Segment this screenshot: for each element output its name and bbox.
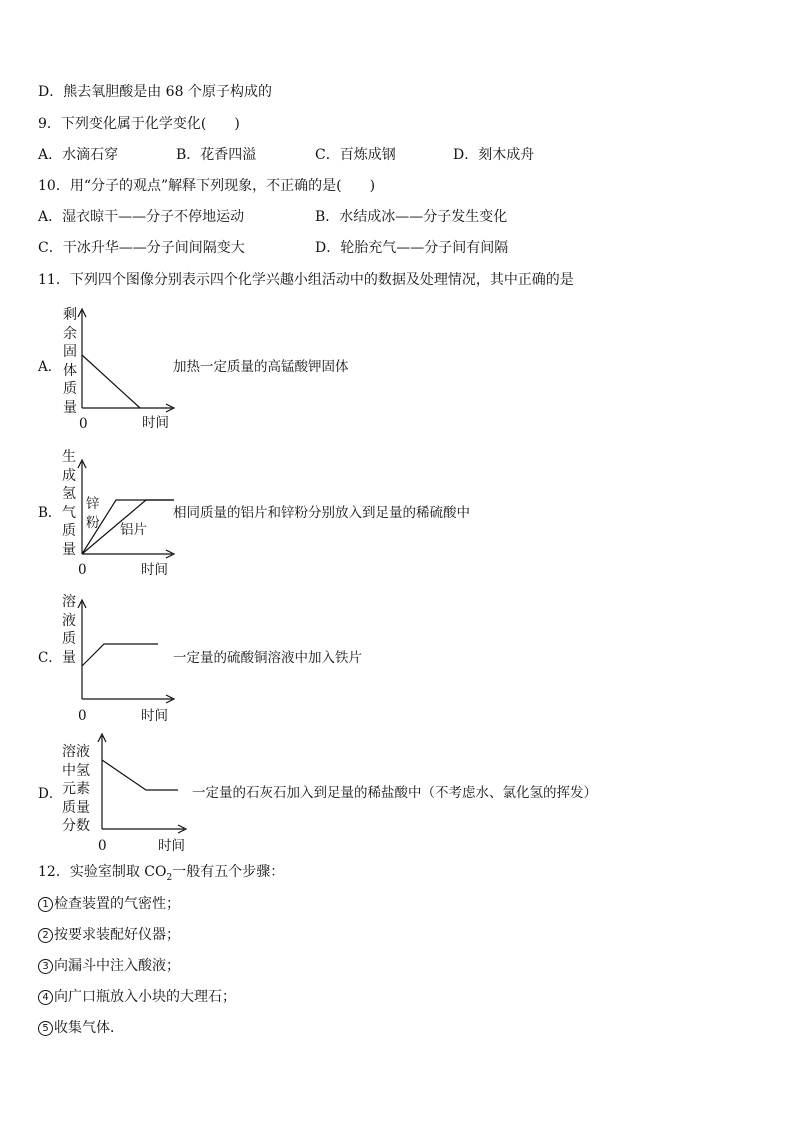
graph-c-letter: C． xyxy=(38,650,62,666)
circled-number-3: 3 xyxy=(38,959,53,974)
q12-step-2: 2 按要求装配好仪器； xyxy=(38,926,180,944)
graph-c-description: 一定量的硫酸铜溶液中加入铁片 xyxy=(173,650,362,666)
q9-option-b: B．花香四溢 xyxy=(176,147,257,163)
graph-a-description: 加热一定质量的高锰酸钾固体 xyxy=(173,359,349,375)
q12-step-5: 5 收集气体． xyxy=(38,1019,124,1037)
graph-c-curve xyxy=(82,644,158,666)
graph-d-description: 一定量的石灰石加入到足量的稀盐酸中（不考虑水、氯化氢的挥发） xyxy=(192,785,597,801)
graph-a-curve xyxy=(82,355,140,408)
graph-a-origin: 0 xyxy=(79,416,88,432)
q9-option-a: A．水滴石穿 xyxy=(38,147,119,163)
q12-step-3: 3 向漏斗中注入酸液； xyxy=(38,957,180,975)
graph-d-origin: 0 xyxy=(98,838,107,854)
circled-number-4: 4 xyxy=(38,990,53,1005)
circled-number-1: 1 xyxy=(38,897,53,912)
circled-number-5: 5 xyxy=(38,1021,53,1036)
q10-option-c: C．干冰升华——分子间间隔变大 xyxy=(38,240,245,256)
q10-option-a: A．湿衣晾干——分子不停地运动 xyxy=(38,209,245,225)
graph-b-description: 相同质量的铝片和锌粉分别放入到足量的稀硫酸中 xyxy=(173,505,470,521)
graph-a-letter: A． xyxy=(38,359,62,375)
graph-a-xlabel: 时间 xyxy=(142,415,169,431)
q12-step-1: 1 检查装置的气密性； xyxy=(38,895,180,913)
graph-a-plot xyxy=(70,305,180,415)
graph-c-origin: 0 xyxy=(78,708,87,724)
q10-stem: 10．用“分子的观点”解释下列现象，不正确的是( ) xyxy=(38,178,376,194)
q9-option-c: C．百炼成钢 xyxy=(315,147,396,163)
circled-number-2: 2 xyxy=(38,928,53,943)
graph-b-xlabel: 时间 xyxy=(141,562,168,578)
graph-b-ylabel: 生 成 氢 气 质 量 xyxy=(62,449,76,558)
q9-stem: 9．下列变化属于化学变化( ) xyxy=(38,116,240,132)
graph-d-ylabel: 溶液 中氢 元素 质量 分数 xyxy=(62,744,90,834)
graph-d-letter: D． xyxy=(38,786,63,802)
q10-option-d: D．轮胎充气——分子间有间隔 xyxy=(315,240,509,256)
q9-option-d: D．刻木成舟 xyxy=(453,147,535,163)
graph-c-plot xyxy=(70,596,180,706)
q12-step-4: 4 向广口瓶放入小块的大理石； xyxy=(38,988,236,1006)
q8-option-d: D．熊去氧胆酸是由 68 个原子构成的 xyxy=(38,84,272,100)
graph-d-plot xyxy=(90,730,200,840)
graph-c-xlabel: 时间 xyxy=(141,708,168,724)
q12-stem: 12．实验室制取 $CO_2$一般有五个步骤： xyxy=(38,864,285,883)
graph-b-aluminum-label: 铝片 xyxy=(120,522,147,538)
graph-d-xlabel: 时间 xyxy=(158,838,185,854)
graph-c-ylabel: 溶 液 质 量 xyxy=(62,594,76,666)
q10-option-b: B．水结成冰——分子发生变化 xyxy=(315,209,508,225)
graph-a-ylabel: 剩 余 固 体 质 量 xyxy=(63,307,77,416)
q11-stem: 11．下列四个图像分别表示四个化学兴趣小组活动中的数据及处理情况，其中正确的是 xyxy=(38,272,574,288)
graph-d-curve xyxy=(102,760,178,790)
graph-b-zinc-label: 锌 粉 xyxy=(86,496,100,531)
graph-b-origin: 0 xyxy=(78,562,87,578)
graph-b-letter: B． xyxy=(38,505,62,521)
